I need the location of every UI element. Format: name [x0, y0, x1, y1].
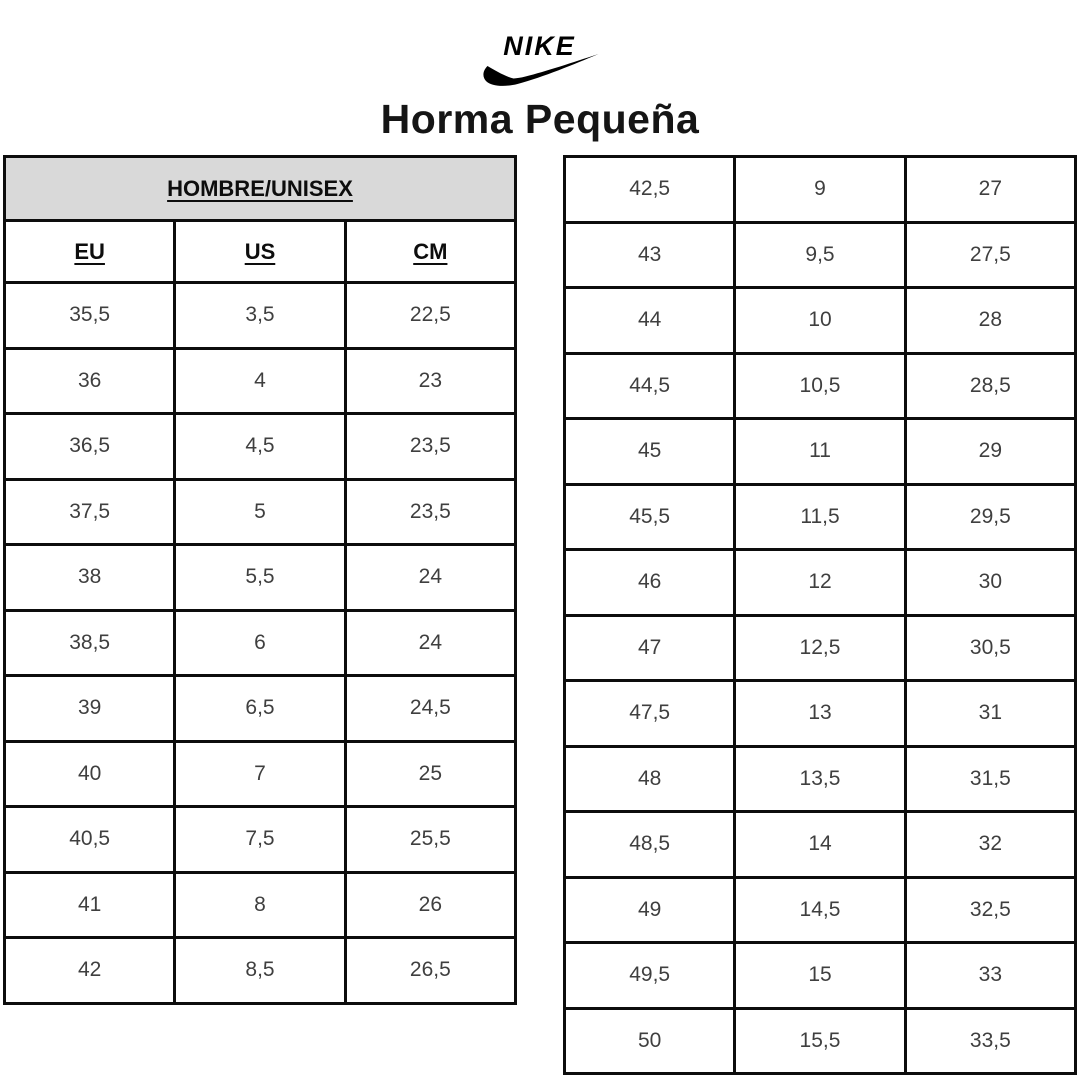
table-row [565, 681, 1076, 747]
cell-us: 7 [175, 741, 345, 807]
cell-eu: 42,5 [565, 157, 735, 223]
cell-us: 14,5 [735, 877, 905, 943]
column-header-row [5, 221, 516, 283]
cell-cm: 26,5 [345, 938, 515, 1004]
cell-us: 15 [735, 943, 905, 1009]
cell-cm: 28,5 [905, 353, 1075, 419]
cell-eu: 43 [565, 222, 735, 288]
cell-cm: 23 [345, 348, 515, 414]
cell-eu: 49,5 [565, 943, 735, 1009]
size-table-left-body [5, 283, 516, 1004]
cell-cm: 33,5 [905, 1008, 1075, 1074]
cell-eu: 36 [5, 348, 175, 414]
cell-eu: 39 [5, 676, 175, 742]
size-table-right [563, 155, 1077, 1075]
size-table-left [3, 155, 517, 1005]
table-row [565, 157, 1076, 223]
cell-us: 15,5 [735, 1008, 905, 1074]
cell-us: 13 [735, 681, 905, 747]
group-header-row [5, 157, 516, 221]
cell-us: 12,5 [735, 615, 905, 681]
cell-us: 5,5 [175, 545, 345, 611]
cell-us: 6 [175, 610, 345, 676]
table-row [5, 938, 516, 1004]
cell-eu: 35,5 [5, 283, 175, 349]
cell-cm: 23,5 [345, 479, 515, 545]
cell-cm: 26 [345, 872, 515, 938]
table-row [5, 545, 516, 611]
cell-us: 9 [735, 157, 905, 223]
nike-logo [473, 26, 608, 90]
table-row [565, 353, 1076, 419]
table-row [565, 222, 1076, 288]
table-row [5, 610, 516, 676]
cell-eu: 48,5 [565, 812, 735, 878]
cell-cm: 24,5 [345, 676, 515, 742]
cell-cm: 27 [905, 157, 1075, 223]
cell-us: 13,5 [735, 746, 905, 812]
cell-cm: 22,5 [345, 283, 515, 349]
cell-us: 8 [175, 872, 345, 938]
cell-eu: 44 [565, 288, 735, 354]
size-table-right-body [565, 157, 1076, 1074]
table-row [5, 283, 516, 349]
page-title: Horma Pequeña [380, 96, 700, 142]
cell-eu: 44,5 [565, 353, 735, 419]
table-row [5, 414, 516, 480]
table-row [565, 615, 1076, 681]
cell-us: 11 [735, 419, 905, 485]
cell-us: 8,5 [175, 938, 345, 1004]
cell-cm: 31 [905, 681, 1075, 747]
table-row [5, 872, 516, 938]
cell-cm: 25 [345, 741, 515, 807]
cell-cm: 24 [345, 545, 515, 611]
table-row [5, 741, 516, 807]
cell-cm: 32 [905, 812, 1075, 878]
cell-cm: 23,5 [345, 414, 515, 480]
cell-cm: 33 [905, 943, 1075, 1009]
table-row [5, 348, 516, 414]
cell-eu: 47,5 [565, 681, 735, 747]
cell-eu: 47 [565, 615, 735, 681]
cell-eu: 40 [5, 741, 175, 807]
cell-eu: 41 [5, 872, 175, 938]
cell-us: 12 [735, 550, 905, 616]
cell-cm: 28 [905, 288, 1075, 354]
table-row [565, 877, 1076, 943]
cell-us: 10,5 [735, 353, 905, 419]
cell-us: 10 [735, 288, 905, 354]
group-header: HOMBRE/UNISEX [5, 157, 516, 221]
cell-cm: 30,5 [905, 615, 1075, 681]
cell-us: 7,5 [175, 807, 345, 873]
cell-eu: 37,5 [5, 479, 175, 545]
table-row [565, 943, 1076, 1009]
cell-cm: 24 [345, 610, 515, 676]
cell-us: 4 [175, 348, 345, 414]
cell-cm: 32,5 [905, 877, 1075, 943]
cell-cm: 31,5 [905, 746, 1075, 812]
cell-eu: 45 [565, 419, 735, 485]
table-row [565, 484, 1076, 550]
nike-wordmark: NIKE [503, 31, 576, 61]
table-row [565, 550, 1076, 616]
cell-us: 4,5 [175, 414, 345, 480]
table-row [5, 479, 516, 545]
cell-cm: 30 [905, 550, 1075, 616]
cell-us: 9,5 [735, 222, 905, 288]
cell-eu: 46 [565, 550, 735, 616]
table-row [565, 1008, 1076, 1074]
cell-eu: 42 [5, 938, 175, 1004]
table-row [565, 746, 1076, 812]
cell-us: 6,5 [175, 676, 345, 742]
cell-us: 5 [175, 479, 345, 545]
table-row [5, 676, 516, 742]
table-row [565, 812, 1076, 878]
cell-cm: 27,5 [905, 222, 1075, 288]
cell-cm: 29,5 [905, 484, 1075, 550]
table-row [565, 419, 1076, 485]
table-row [565, 288, 1076, 354]
column-header-cm: CM [345, 221, 515, 283]
cell-eu: 38,5 [5, 610, 175, 676]
column-header-eu: EU [5, 221, 175, 283]
cell-eu: 40,5 [5, 807, 175, 873]
cell-eu: 38 [5, 545, 175, 611]
column-header-us: US [175, 221, 345, 283]
cell-cm: 25,5 [345, 807, 515, 873]
cell-us: 11,5 [735, 484, 905, 550]
cell-eu: 49 [565, 877, 735, 943]
table-row [5, 807, 516, 873]
cell-eu: 48 [565, 746, 735, 812]
cell-eu: 50 [565, 1008, 735, 1074]
cell-us: 3,5 [175, 283, 345, 349]
cell-us: 14 [735, 812, 905, 878]
cell-eu: 45,5 [565, 484, 735, 550]
cell-cm: 29 [905, 419, 1075, 485]
cell-eu: 36,5 [5, 414, 175, 480]
